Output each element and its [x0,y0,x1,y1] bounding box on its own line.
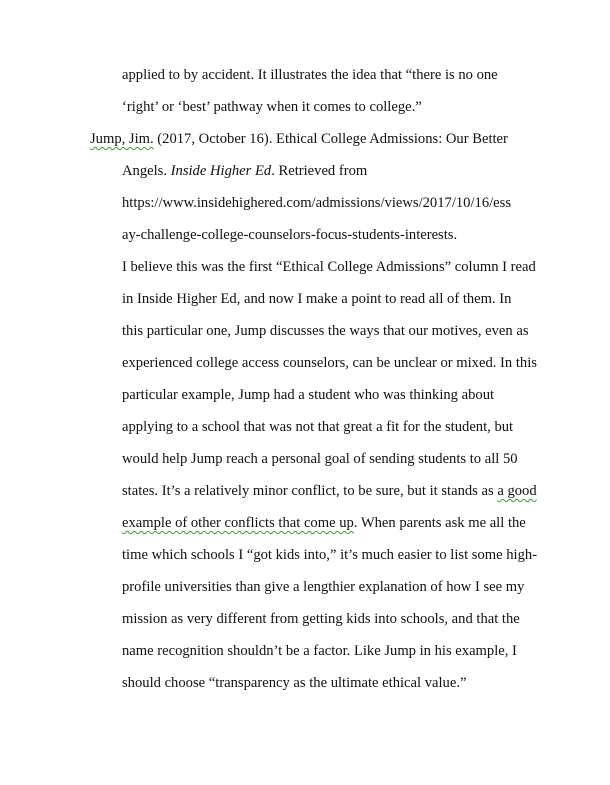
citation-line [122,162,367,180]
annotation-line: name recognition shouldn’t be a factor. Like Jump in his example, I [122,643,517,659]
annotation-line: time which schools I “got kids into,” it’s much easier to list some high- [122,547,538,563]
annotation-line: would help Jump reach a personal goal of sending students to all 50 [122,451,518,467]
grammar-flagged-text: a good [497,483,537,499]
citation-url: ay-challenge-college-counselors-focus-students-interests. [122,227,458,243]
citation-line [90,130,508,148]
citation-date-title: (2017, October 16). Ethical College Admissions: Our Better [153,131,508,147]
citation-title-end: Angels. [122,163,171,179]
annotation-line: applied to by accident. It illustrates the idea that “there is no one [122,67,498,83]
citation-retrieved: . Retrieved from [271,163,368,179]
annotation-line [122,514,526,532]
citation-url: https://www.insidehighered.com/admissions/views/2017/10/16/ess [122,195,512,211]
annotation-line: mission as very different from getting kids into schools, and that the [122,611,520,627]
grammar-flagged-text: example of other conflicts that come up [122,515,354,531]
annotation-line: experienced college access counselors, can be unclear or mixed. In this [122,355,537,371]
annotation-line: in Inside Higher Ed, and now I make a point to read all of them. In [122,291,512,307]
annotation-text: . When parents ask me all the [353,515,526,531]
annotation-line: this particular one, Jump discusses the ways that our motives, even as [122,323,529,339]
annotation-line: ‘right’ or ‘best’ pathway when it comes to college.” [122,99,422,115]
annotation-line: particular example, Jump had a student who was thinking about [122,387,495,403]
annotation-line: I believe this was the first “Ethical College Admissions” column I read [122,259,536,275]
annotation-line: applying to a school that was not that great a fit for the student, but [122,419,514,435]
annotation-line: should choose “transparency as the ultimate ethical value.” [122,675,467,691]
citation-author: Jump, Jim. [90,131,154,147]
annotation-line: profile universities than give a lengthier explanation of how I see my [122,579,525,595]
annotation-line [122,482,537,500]
citation-publication: Inside Higher Ed [170,163,272,179]
annotation-text: states. It’s a relatively minor conflict, to be sure, but it stands as [122,483,498,499]
